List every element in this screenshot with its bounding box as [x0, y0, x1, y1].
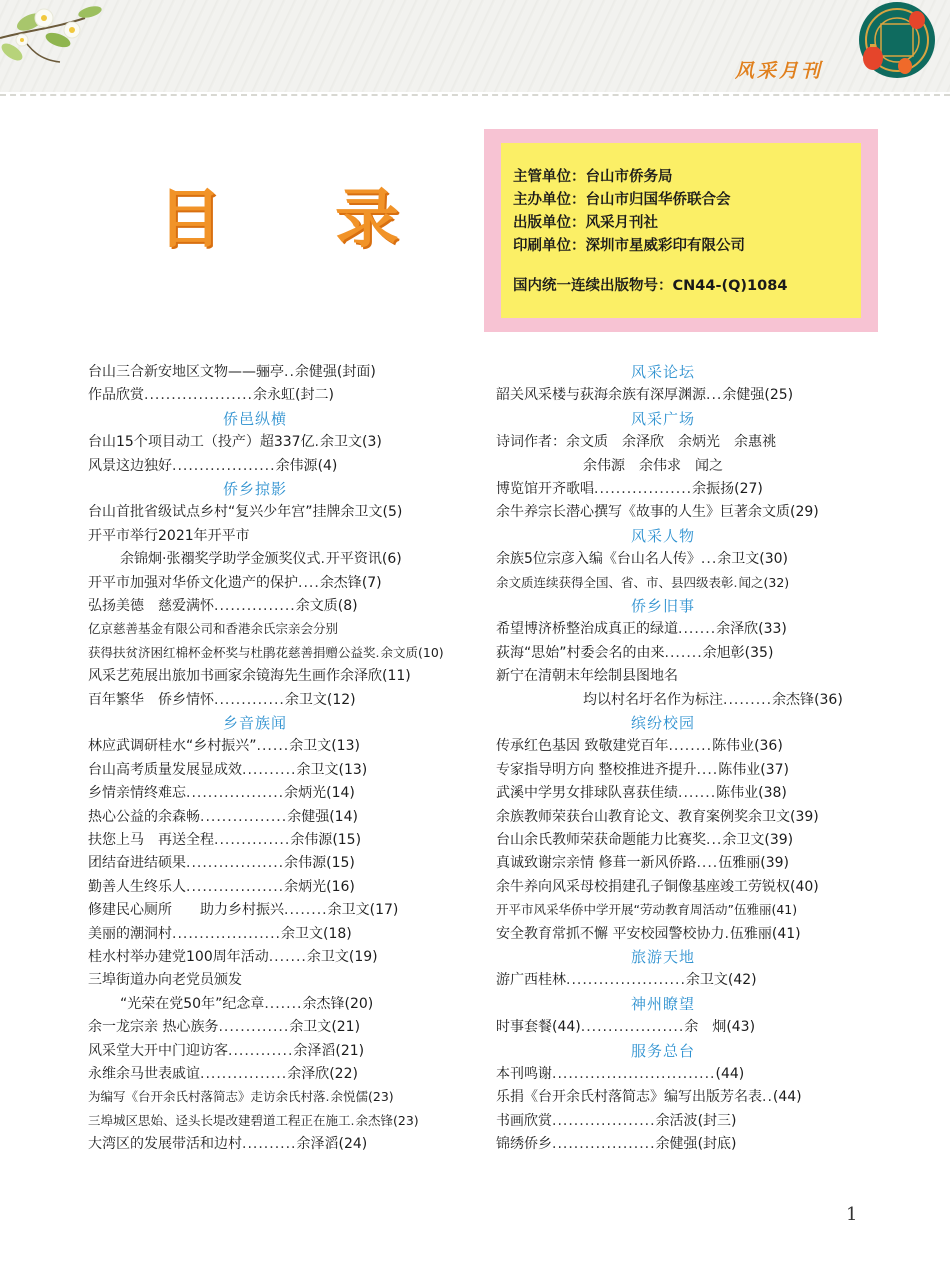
toc-entry[interactable]	[496, 759, 789, 781]
toc-leader-dots: .............	[218, 1019, 290, 1036]
toc-title-char-1: 目	[158, 183, 222, 257]
toc-entry-title: 余牛养宗长潜心撰写《故事的人生》巨著	[496, 504, 748, 521]
toc-entry-author: 余炳光	[284, 878, 327, 895]
toc-entry-author: 余卫文	[685, 972, 728, 989]
toc-entry-page: (11)	[382, 668, 411, 685]
toc-entry-title: 风采艺苑展出旅加书画家余镜海先生画作	[88, 668, 340, 685]
toc-entry-page: (封底)	[697, 1136, 737, 1153]
toc-entry-title: 均以村名圩名作为标注	[583, 691, 723, 708]
toc-entry-page: (39)	[790, 808, 819, 825]
toc-entry[interactable]	[88, 852, 355, 874]
toc-leader-dots: ..	[284, 364, 295, 380]
toc-entry-author: 余卫文	[306, 949, 349, 965]
toc-leader-dots: ..................	[186, 785, 285, 802]
toc-entry-title: 台山高考质量发展显成效	[88, 761, 242, 778]
toc-entry-title: 作品欣赏	[88, 387, 144, 404]
toc-entry-page: (29)	[790, 504, 819, 521]
toc-entry-author: 伍雅丽	[729, 925, 772, 942]
toc-entry[interactable]	[496, 1016, 755, 1038]
toc-entry-page: (14)	[326, 785, 355, 802]
toc-leader-dots: ...............	[214, 598, 296, 614]
toc-entry-page: (3)	[362, 434, 382, 451]
toc-entry-author: 余健强	[655, 1136, 698, 1153]
toc-entry-page: (8)	[337, 598, 358, 614]
toc-section-heading: 风采广场	[631, 409, 696, 428]
toc-entry[interactable]	[88, 876, 355, 898]
toc-leader-dots: .............	[214, 691, 285, 708]
toc-entry-page: (41)	[771, 925, 801, 942]
toc-entry-title: 本刊鸣谢	[496, 1066, 552, 1082]
toc-entry[interactable]	[583, 455, 723, 477]
toc-entry-page: (23)	[368, 1089, 394, 1105]
toc-leader-dots: ...	[700, 551, 718, 568]
toc-entry[interactable]	[88, 1016, 360, 1038]
toc-entry[interactable]	[496, 735, 783, 757]
toc-entry-page: (43)	[726, 1019, 756, 1036]
toc-entry[interactable]	[496, 572, 789, 594]
toc-entry-title: 美丽的潮洞村	[88, 925, 172, 942]
toc-entry-title: 书画欣赏	[496, 1112, 552, 1129]
toc-entry-title: 勤善人生终乐人	[88, 878, 186, 895]
toc-entry[interactable]	[88, 455, 337, 477]
toc-entry[interactable]	[496, 806, 819, 828]
toc-entry-page: (10)	[418, 644, 444, 660]
toc-entry-author: 余卫文	[327, 902, 370, 919]
toc-entry-page: (44)	[715, 1066, 745, 1082]
toc-entry[interactable]	[496, 923, 801, 945]
toc-leader-dots: ...................	[552, 1136, 656, 1153]
toc-entry[interactable]	[88, 899, 398, 921]
toc-entry[interactable]	[496, 876, 819, 898]
toc-section-heading: 神州瞭望	[631, 994, 696, 1013]
toc-entry-title: 台山15个项目动工（投产）超337亿	[88, 434, 315, 451]
toc-leader-dots: .	[733, 574, 739, 590]
toc-entry[interactable]	[496, 642, 773, 664]
toc-entry-author: 余健强	[294, 364, 337, 380]
toc-section-heading: 风采论坛	[631, 363, 696, 381]
toc-entry-title: 桂水村举办建党100周年活动	[88, 949, 269, 965]
toc-entry-page: (39)	[764, 832, 794, 848]
toc-entry-title: 热心公益的余森畅	[88, 808, 200, 825]
toc-leader-dots: ...................	[580, 1019, 685, 1036]
toc-entry-author: 闻之	[738, 574, 764, 590]
toc-leader-dots: ..	[762, 1089, 773, 1106]
toc-entry-title: 获得扶贫济困红棉杯金杯奖与杜鹃花慈善捐赠公益奖	[88, 644, 376, 660]
toc-entry[interactable]	[88, 431, 382, 453]
toc-entry-page: (25)	[764, 387, 794, 404]
toc-leader-dots: ..................	[186, 878, 285, 895]
toc-entry-title: 台山余氏教师荣获命题能力比赛奖	[496, 832, 706, 848]
flower-branch-icon	[0, 0, 130, 80]
toc-entry-author: 余卫文	[296, 761, 339, 778]
toc-leader-dots: ..........	[242, 1136, 297, 1153]
toc-entry-title: 真诚致谢宗亲情 修葺一新风侨路	[496, 855, 697, 872]
toc-section-heading: 侨乡掠影	[223, 480, 288, 498]
printer-line: 印刷单位：深圳市星威彩印有限公司	[513, 238, 745, 254]
toc-entry[interactable]	[496, 1133, 737, 1155]
toc-entry-page: (38)	[758, 785, 787, 802]
toc-entry-title: 希望博济桥整治成真正的绿道	[496, 621, 678, 638]
toc-section-heading: 风采人物	[631, 526, 696, 545]
toc-entry-author: 余振扬	[692, 481, 735, 497]
toc-entry-title: 开平市风采华侨中学开展“劳动教育周活动”	[496, 902, 734, 918]
toc-entry-title: 台山首批省级试点乡村“复兴少年宫”挂牌	[88, 504, 341, 521]
toc-entry[interactable]	[88, 782, 355, 804]
toc-entry-title: 三埠城区思始、迳头长堤改建碧道工程正在施工	[88, 1112, 351, 1128]
toc-entry-author: 余杰锋	[772, 691, 815, 708]
toc-leader-dots: .	[375, 644, 381, 660]
toc-leader-dots: .	[325, 1089, 331, 1105]
toc-entry-title: 扶您上马 再送全程	[88, 832, 214, 848]
toc-entry-author: 开平资讯	[325, 551, 382, 568]
toc-entry-author: 余泽滔	[293, 1042, 336, 1059]
toc-entry-page: (39)	[760, 855, 790, 872]
toc-entry-page: (封二)	[295, 387, 334, 404]
masthead-title: 风采月刊	[735, 60, 824, 82]
toc-leader-dots: .	[724, 925, 730, 942]
toc-leader-dots: ..................	[186, 855, 285, 872]
toc-entry[interactable]	[88, 1086, 394, 1108]
toc-entry-page: (33)	[758, 621, 787, 638]
toc-leader-dots: .......	[268, 949, 307, 965]
toc-entry-page: (20)	[344, 995, 374, 1012]
toc-entry-page: (27)	[734, 481, 763, 497]
toc-entry[interactable]	[496, 478, 763, 500]
toc-entry-author: 余悦儒	[330, 1089, 369, 1105]
toc-entry-title: 大湾区的发展带活和边村	[88, 1136, 242, 1153]
toc-entry-author: 余文质	[748, 504, 790, 521]
toc-entry[interactable]	[88, 572, 382, 594]
toc-entry-page: (42)	[727, 972, 757, 989]
toc-entry-page: (4)	[317, 457, 338, 474]
toc-entry[interactable]	[496, 665, 678, 687]
toc-leader-dots: ....	[696, 761, 719, 778]
page-number: 1	[846, 1204, 858, 1225]
toc-entry-title: 余伟源 余伟求 闻之	[583, 457, 723, 474]
toc-entry-author: 余伟源	[290, 832, 333, 848]
toc-entry-title: 三埠街道办向老党员颁发	[88, 972, 242, 989]
toc-entry-page: (23)	[393, 1112, 419, 1128]
toc-leader-dots: .	[314, 434, 320, 451]
toc-entry[interactable]	[88, 759, 367, 781]
toc-entry-title: 新宁在清朝末年绘制县图地名	[496, 668, 678, 685]
serial-number-line: 国内统一连续出版物号：CN44-(Q)1084	[513, 278, 788, 294]
toc-entry[interactable]	[496, 782, 787, 804]
toc-leader-dots: .......	[678, 621, 717, 638]
toc-entry[interactable]	[496, 384, 793, 406]
toc-leader-dots: ..............................	[552, 1066, 716, 1082]
toc-leader-dots: ....	[696, 855, 719, 872]
toc-entry-author: 余泽欣	[716, 621, 759, 638]
toc-entry-author: 余 炯	[684, 1019, 727, 1036]
toc-entry-author: 余文质	[380, 644, 419, 660]
toc-entry[interactable]	[88, 618, 338, 640]
toc-entry-page: (封三)	[697, 1112, 737, 1129]
toc-entry[interactable]	[88, 1133, 367, 1155]
toc-entry-page: (37)	[760, 761, 790, 778]
toc-entry-page: (14)	[329, 808, 358, 825]
toc-entry-author: 伍雅丽	[718, 855, 761, 872]
toc-entry-title: 弘扬美德 慈爱满怀	[88, 598, 214, 614]
toc-entry[interactable]	[496, 431, 776, 453]
toc-entry-author: 劳锐权	[748, 878, 790, 895]
toc-entry-author: 余杰锋	[302, 995, 345, 1012]
toc-leader-dots: ..............	[214, 832, 291, 848]
toc-entry-title: 余族5位宗彦入编《台山名人传》	[496, 551, 701, 568]
toc-entry-page: (18)	[323, 925, 352, 942]
toc-entry-author: 余旭彰	[702, 644, 745, 661]
toc-entry[interactable]	[88, 501, 402, 523]
toc-entry[interactable]	[496, 969, 757, 991]
toc-leader-dots: ............	[228, 1042, 294, 1059]
toc-entry-author: 余杰锋	[319, 574, 362, 591]
toc-entry-title: 开平市举行2021年开平市	[88, 527, 250, 544]
toc-entry-author: 余永虹	[253, 387, 296, 404]
toc-entry[interactable]	[88, 1063, 358, 1085]
toc-entry[interactable]	[496, 852, 789, 874]
toc-entry-title: 余一龙宗亲 热心族务	[88, 1019, 219, 1036]
toc-leader-dots: ....................	[172, 925, 282, 942]
toc-entry-page: (32)	[763, 574, 790, 590]
toc-leader-dots: .........	[723, 691, 773, 708]
toc-entry-author: 陈伟业	[712, 738, 755, 755]
toc-entry-author: 余卫文	[722, 832, 765, 848]
toc-entry-title: 乐捐《台开余氏村落简志》编写出版芳名表	[496, 1089, 762, 1106]
toc-leader-dots: ...	[706, 832, 723, 848]
toc-entry[interactable]	[120, 548, 402, 570]
toc-entry[interactable]	[496, 1063, 744, 1085]
toc-entry[interactable]	[88, 384, 334, 406]
toc-entry-title: 博览馆开齐歌唱	[496, 481, 594, 497]
toc-entry-title: 余牛养向风采母校捐建孔子铜像基座竣工	[496, 878, 748, 895]
toc-entry[interactable]	[496, 501, 819, 523]
header-divider	[0, 94, 950, 96]
toc-entry-author: 陈伟业	[716, 785, 759, 802]
toc-entry-title: 时事套餐(44)	[496, 1019, 581, 1036]
toc-entry-page: (17)	[369, 902, 399, 919]
toc-entry-page: (15)	[332, 832, 362, 848]
toc-section-heading: 侨邑纵横	[223, 409, 288, 428]
toc-leader-dots: ....	[298, 574, 320, 591]
toc-entry[interactable]	[88, 642, 444, 664]
toc-entry-page: (41)	[771, 902, 798, 918]
toc-entry-author: 余卫文	[748, 808, 790, 825]
toc-entry[interactable]	[496, 618, 787, 640]
toc-entry[interactable]	[496, 548, 788, 570]
toc-entry-title: 为编写《台开余氏村落简志》走访余氏村落	[88, 1089, 326, 1105]
toc-entry-title: 韶关风采楼与荻海余族有深厚渊源	[496, 387, 706, 404]
toc-entry-title: 游广西桂林	[496, 972, 566, 989]
toc-entry-author: 余杰锋	[355, 1112, 394, 1128]
toc-entry-title: 永维余马世表戚谊	[88, 1066, 200, 1082]
toc-entry[interactable]	[88, 595, 358, 617]
toc-leader-dots: ..........	[242, 761, 297, 778]
toc-entry[interactable]	[88, 665, 411, 687]
toc-entry-page: (封面)	[336, 364, 376, 380]
toc-entry[interactable]	[88, 1110, 419, 1132]
toc-leader-dots: ....................	[144, 387, 254, 404]
toc-entry-author: 陈伟业	[718, 761, 761, 778]
toc-entry-author: 余卫文	[320, 434, 362, 451]
publisher-line: 出版单位：风采月刊社	[513, 215, 658, 231]
toc-leader-dots: ................	[200, 1066, 288, 1082]
toc-entry[interactable]	[88, 946, 378, 968]
toc-entry-page: (21)	[335, 1042, 365, 1059]
toc-entry[interactable]	[496, 1086, 802, 1108]
toc-leader-dots: ...	[706, 387, 723, 404]
toc-entry-title: 风采堂大开中门迎访客	[88, 1042, 228, 1059]
toc-entry-title: 武溪中学男女排球队喜获佳绩	[496, 785, 678, 802]
toc-leader-dots: .	[320, 551, 326, 568]
toc-leader-dots: ................	[200, 808, 288, 825]
toc-section-heading: 乡音族闻	[223, 714, 288, 732]
toc-entry[interactable]	[88, 361, 376, 383]
toc-entry[interactable]	[496, 899, 797, 921]
toc-entry-title: 专家指导明方向 整校推进齐提升	[496, 761, 697, 778]
toc-entry-author: 余卫文	[281, 925, 324, 942]
toc-leader-dots: ...................	[552, 1112, 656, 1129]
lantern-window-icon	[845, 0, 945, 90]
sponsor-line: 主办单位：台山市归国华侨联合会	[513, 192, 731, 208]
toc-entry-page: (7)	[361, 574, 382, 591]
toc-section-heading: 服务总台	[631, 1041, 696, 1060]
toc-entry-author: 余文质	[295, 598, 338, 614]
toc-entry-author: 余卫文	[340, 504, 383, 521]
toc-entry[interactable]	[88, 969, 242, 991]
toc-entry-author: 余泽滔	[296, 1136, 339, 1153]
toc-entry-page: (36)	[814, 691, 843, 708]
toc-entry-author: 余炳光	[284, 785, 327, 802]
toc-entry-title: 安全教育常抓不懈 平安校园警校协力	[496, 925, 725, 942]
toc-entry-title: 传承红色基因 致敬建党百年	[496, 738, 669, 755]
toc-entry-title: 余锦炯·张禤奖学助学金颁奖仪式	[120, 551, 321, 568]
toc-entry-title: 余族教师荣获台山教育论文、教育案例奖	[496, 808, 748, 825]
toc-entry-title: 林应武调研桂水“乡村振兴”	[88, 738, 257, 755]
toc-entry-page: (21)	[331, 1019, 361, 1036]
toc-entry-title: 亿京慈善基金有限公司和香港余氏宗亲会分别	[88, 621, 339, 637]
toc-section-heading: 缤纷校园	[631, 714, 696, 732]
toc-entry[interactable]	[88, 806, 358, 828]
toc-entry-author: 余卫文	[717, 551, 760, 568]
toc-section-heading: 侨乡旧事	[631, 597, 696, 615]
toc-entry-author: 余泽欣	[287, 1066, 330, 1082]
toc-leader-dots: ......	[256, 738, 290, 755]
toc-title-char-2: 录	[335, 183, 399, 257]
toc-entry-author: 余伟源	[275, 457, 318, 474]
toc-entry-page: (24)	[338, 1136, 368, 1153]
toc-entry-page: (30)	[759, 551, 789, 568]
toc-entry[interactable]	[496, 1110, 737, 1132]
toc-entry-author: 余卫文	[289, 1019, 332, 1036]
toc-leader-dots: .	[350, 1112, 356, 1128]
toc-entry-page: (22)	[329, 1066, 358, 1082]
toc-entry-title: 诗词作者：余文质 余泽欣 余炳光 余惠祧	[496, 434, 776, 451]
toc-entry-page: (35)	[744, 644, 774, 661]
toc-leader-dots: ......................	[566, 972, 686, 989]
toc-entry-page: (6)	[381, 551, 402, 568]
toc-entry-page: (12)	[326, 691, 356, 708]
supervisor-line: 主管单位：台山市侨务局	[513, 169, 673, 185]
toc-entry-title: 锦绣侨乡	[496, 1136, 552, 1153]
toc-entry-title: 百年繁华 侨乡情怀	[88, 691, 214, 708]
toc-leader-dots: ........	[668, 738, 713, 755]
toc-entry[interactable]	[583, 689, 843, 711]
toc-entry-author: 余泽欣	[340, 668, 382, 685]
toc-entry[interactable]	[88, 829, 361, 851]
toc-entry-title: 台山三合新安地区文物——骊亭	[88, 364, 284, 380]
toc-leader-dots: ........	[284, 902, 328, 919]
toc-entry-page: (40)	[790, 878, 819, 895]
toc-entry-page: (13)	[331, 738, 360, 755]
toc-entry-author: 余伟源	[284, 855, 327, 872]
toc-leader-dots: ...................	[172, 457, 276, 474]
toc-entry-title: 风景这边独好	[88, 457, 172, 474]
toc-entry-author: 余健强	[722, 387, 765, 404]
toc-entry[interactable]	[88, 923, 352, 945]
toc-entry-title: 余文质连续获得全国、省、市、县四级表彰	[496, 574, 734, 590]
toc-entry-page: (19)	[348, 949, 378, 965]
toc-entry[interactable]	[88, 1040, 364, 1062]
toc-entry-title: 修建民心厕所 助力乡村振兴	[88, 902, 284, 919]
toc-entry-title: 团结奋进结硕果	[88, 855, 186, 872]
toc-leader-dots: .......	[664, 644, 703, 661]
toc-leader-dots: .......	[264, 995, 303, 1012]
toc-leader-dots: ..................	[594, 481, 693, 497]
toc-entry-page: (13)	[338, 761, 368, 778]
toc-section-heading: 旅游天地	[631, 948, 696, 966]
toc-entry-page: (5)	[382, 504, 403, 521]
toc-leader-dots: .......	[678, 785, 717, 802]
toc-entry-title: “光荣在党50年”纪念章	[120, 995, 265, 1012]
toc-entry[interactable]	[88, 735, 360, 757]
toc-entry-page: (44)	[772, 1089, 802, 1106]
toc-entry-author: 余健强	[287, 808, 330, 825]
toc-entry[interactable]	[120, 993, 373, 1015]
toc-entry-author: 伍雅丽	[733, 902, 772, 918]
toc-entry-title: 荻海“思始”村委会名的由来	[496, 644, 665, 661]
toc-entry-author: 余活波	[655, 1112, 698, 1129]
toc-entry[interactable]	[496, 829, 793, 851]
toc-entry-page: (16)	[326, 878, 355, 895]
toc-entry[interactable]	[88, 689, 356, 711]
toc-entry-title: 开平市加强对华侨文化遗产的保护	[88, 574, 298, 591]
toc-entry-title: 乡情亲情终难忘	[88, 785, 186, 802]
toc-entry-page: (36)	[754, 738, 783, 755]
toc-entry-author: 余卫文	[289, 738, 332, 755]
toc-entry[interactable]	[88, 525, 250, 547]
toc-entry-page: (15)	[326, 855, 355, 872]
toc-entry-author: 余卫文	[284, 691, 327, 708]
